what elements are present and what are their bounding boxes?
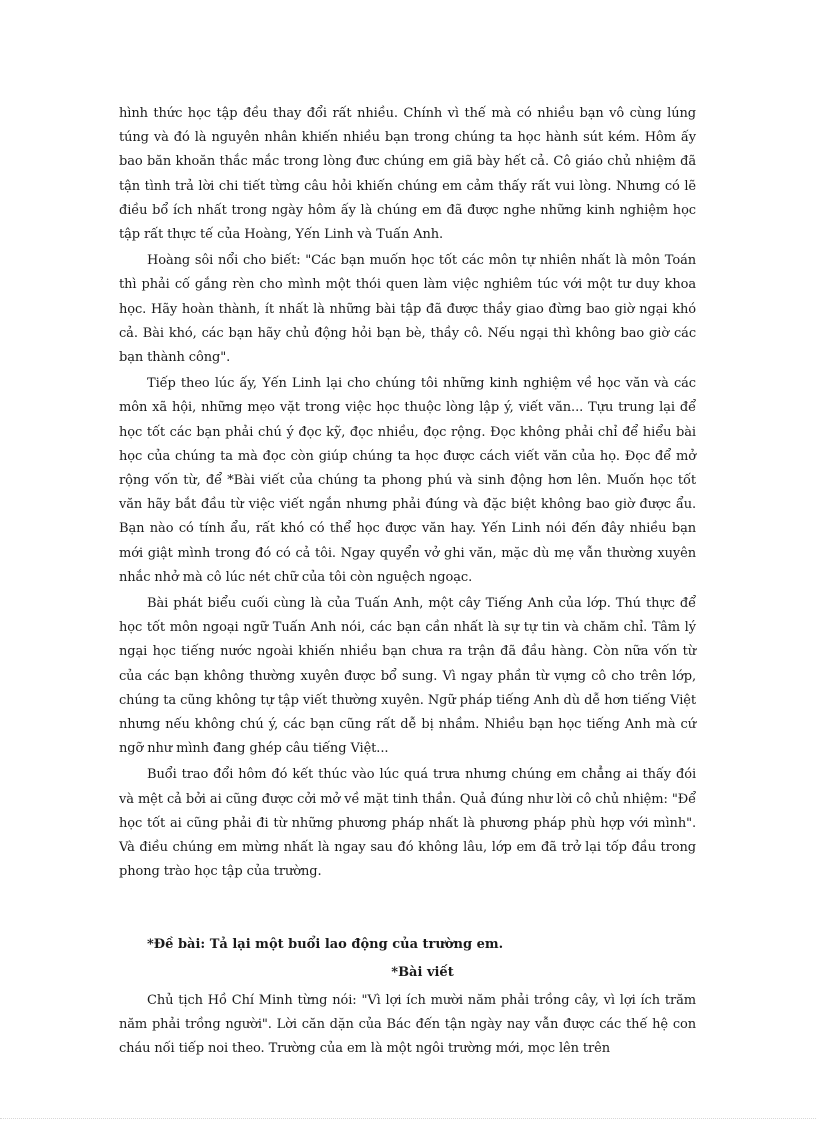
paragraph-5: Buổi trao đổi hôm đó kết thúc vào lúc quá trưa nhưng chúng em chẳng ai thấy đói và mệt cả bởi ai cũng được cởi mở về mặt tinh thần. Quả đúng như lời cô chủ nhiệm: "Để học tốt ai cũng phải đi từ những phương pháp nhất là phương pháp phù hợp với mình". Và điều chúng em mừng nhất là ngay sau đó không lâu, lớp em đã trở lại tốp đầu trong phong trào học tập của trường. bbox=[119, 767, 696, 880]
essay-subtitle: *Bài viết bbox=[391, 964, 454, 980]
page-bottom-divider bbox=[0, 1118, 816, 1119]
section-gap bbox=[119, 885, 696, 933]
assignment-heading: *Đề bài: Tả lại một buổi lao động của trường em. bbox=[147, 936, 504, 952]
paragraph-2: Hoàng sôi nổi cho biết: "Các bạn muốn học tốt các môn tự nhiên nhất là môn Toán thì phải cố gắng rèn cho mình một thói quen làm việc nghiêm túc với một tư duy khoa học. Hãy hoàn thành, ít nhất là những bài tập đã được thầy giao đừng bao giờ ngại khó cả. Bài khó, các bạn hãy chủ động hỏi bạn bè, thầy cô. Nếu ngại thì không bao giờ các bạn thành công". bbox=[119, 253, 696, 366]
paragraph-3: Tiếp theo lúc ấy, Yến Linh lại cho chúng tôi những kinh nghiệm về học văn và các môn xã hội, những mẹo vặt trong việc học thuộc lòng lập ý, viết văn... Tựu trung lại để học tốt các bạn phải chú ý đọc kỹ, đọc nhiều, đọc rộng. Đọc không phải chỉ để hiểu bài học của chúng ta mà đọc còn giúp chúng ta học được cách viết văn của họ. Đọc để mở rộng vốn từ, để *Bài viết của chúng ta phong phú và sinh động hơn lên. Muốn học tốt văn hãy bắt đầu từ việc viết ngắn nhưng phải đúng và đặc biệt không bao giờ được ẩu. Bạn nào có tính ẩu, rất khó có thể học được văn hay. Yến Linh nói đến đây nhiều bạn mới giật mình trong đó có cả tôi. Ngay quyển vở ghi văn, mặc dù mẹ vẫn thường xuyên nhắc nhở mà cô lúc nét chữ của tôi còn nguệch ngoạc. bbox=[119, 376, 696, 585]
paragraph-1: hình thức học tập đều thay đổi rất nhiều. Chính vì thế mà có nhiều bạn vô cùng lúng túng và đó là nguyên nhân khiến nhiều bạn trong chúng ta học hành sút kém. Hôm ấy bao băn khoăn thắc mắc trong lòng đưc chúng em giã bày hết cả. Cô giáo chủ nhiệm đã tận tình trả lời chi tiết từng câu hỏi khiến chúng em cảm thấy rất vui lòng. Nhưng có lẽ điều bổ ích nhất trong ngày hôm ấy là chúng em đã được nghe những kinh nghiệm học tập rất thực tế của Hoàng, Yến Linh và Tuấn Anh. bbox=[119, 106, 696, 243]
paragraph-4: Bài phát biểu cuối cùng là của Tuấn Anh, một cây Tiếng Anh của lớp. Thú thực để học tốt môn ngoại ngữ Tuấn Anh nói, các bạn cần nhất là sự tự tin và chăm chỉ. Tâm lý ngại học tiếng nước ngoài khiến nhiều bạn chưa ra trận đã đầu hàng. Còn nữa vốn từ của các bạn không thường xuyên được bổ sung. Vì ngay phần từ vựng cô cho trên lớp, chúng ta cũng không tự tập viết thường xuyên. Ngữ pháp tiếng Anh dù dễ hơn tiếng Việt nhưng nếu không chú ý, các bạn cũng rất dễ bị nhầm. Nhiều bạn học tiếng Anh mà cứ ngỡ như mình đang ghép câu tiếng Việt... bbox=[119, 596, 696, 757]
essay-paragraph: Chủ tịch Hồ Chí Minh từng nói: "Vì lợi ích mười năm phải trồng cây, vì lợi ích trăm năm phải trồng người". Lời căn dặn của Bác đến tận ngày nay vẫn được các thế hệ con cháu nối tiếp noi theo. Trường của em là một ngôi trường mới, mọc lên trên bbox=[119, 992, 696, 1056]
